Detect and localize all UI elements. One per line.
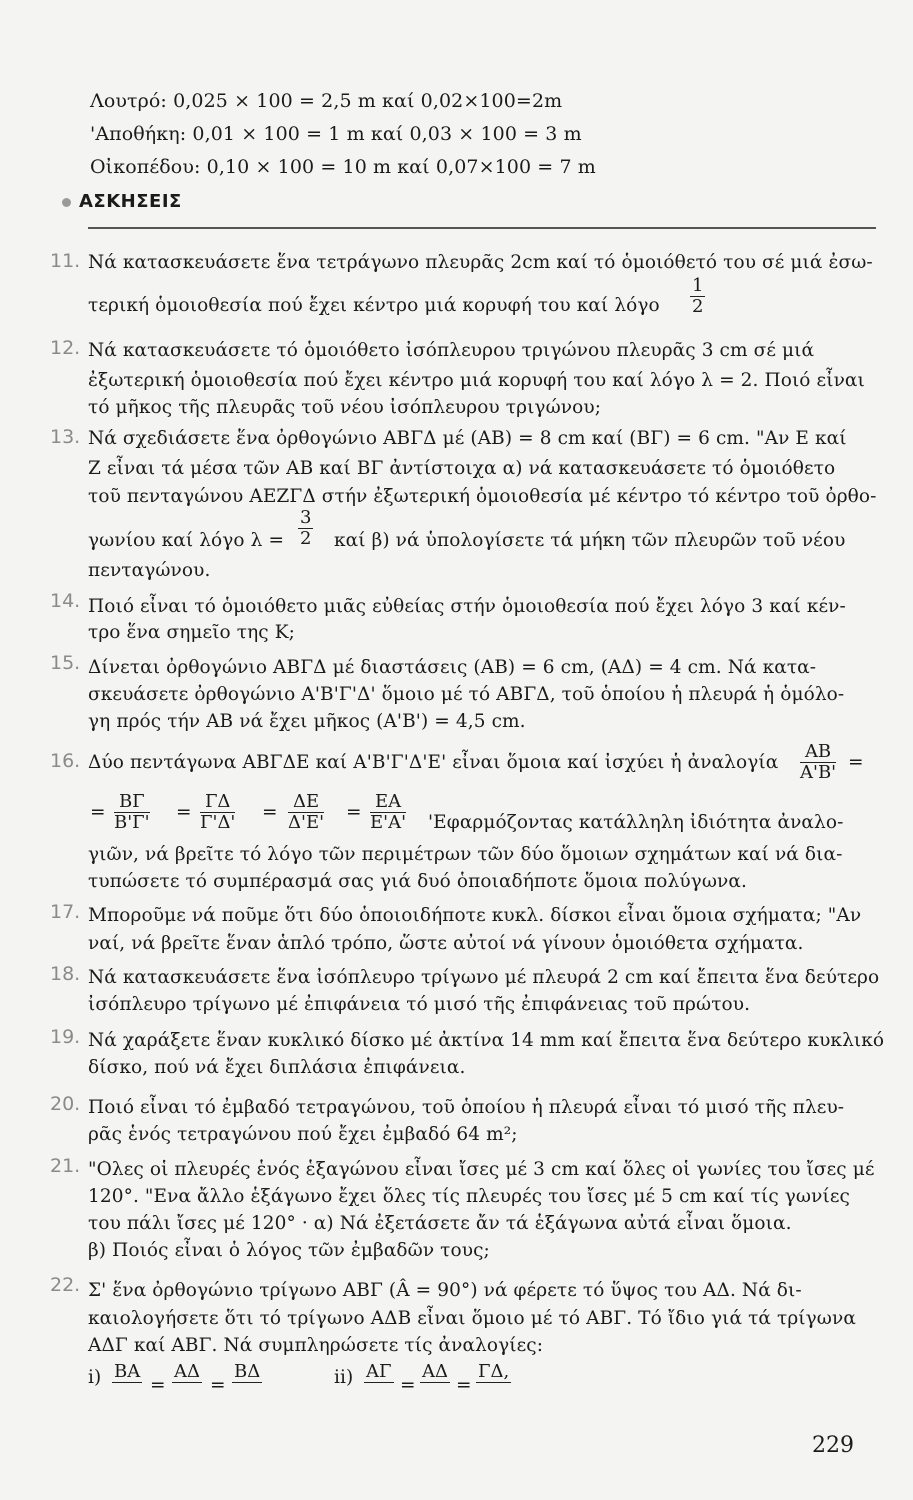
exercise-19-line-2: δίσκο, πού νά ἔχει διπλάσια ἐπιφάνεια. [88,1057,466,1078]
exercise-18-line-2: ἰσόπλευρο τρίγωνο μέ ἐπιφάνεια τό μισό τῆς ἐπιφάνειας τοῦ πρώτου. [88,994,751,1015]
exercise-12-line-1: Νά κατασκευάσετε τό ὁμοιόθετο ἰσόπλευρου τριγώνου πλευρᾶς 3 cm σέ μιά [88,340,815,361]
exercise-number: 17. [50,901,81,923]
exercise-13-line-1: Νά σχεδιάσετε ἕνα ὀρθογώνιο ΑΒΓΔ μέ (ΑΒ) = 8 cm καί (ΒΓ) = 6 cm. "Αν Ε καί [88,428,847,449]
exercise-15-line-2: σκευάσετε ὀρθογώνιο Α'Β'Γ'Δ' ὅμοιο μέ τό ΑΒΓΔ, τοῦ ὁποίου ἡ πλευρά ἡ ὁμόλο- [88,684,845,705]
proportion-ii-term-3: ΓΔ, [478,1361,510,1382]
proportion-i-term-2: ΑΔ [174,1361,200,1382]
exercise-number: 11. [50,250,81,272]
exercise-21-line-1: "Ολες οἱ πλευρές ἑνός ἑξαγώνου εἶναι ἴσες μέ 3 cm καί ὅλες οἱ γωνίες του ἴσες μέ [88,1159,875,1180]
fraction-gd: $\frac{\Gamma\Delta}{\Gamma'\Delta'}$ [200,791,236,833]
exercise-number: 14. [50,590,81,612]
exercise-22-line-3: ΑΔΓ καί ΑΒΓ. Νά συμπληρώσετε τίς ἀναλογίες: [88,1335,544,1356]
exercise-19-line-1: Νά χαράξετε ἕναν κυκλικό δίσκο μέ ἀκτίνα 14 mm καί ἔπειτα ἕνα δεύτερο κυκλικό [88,1030,885,1051]
equals-sign: = [262,802,278,823]
exercise-20-line-2: ρᾶς ἑνός τετραγώνου πού ἔχει ἐμβαδό 64 m²; [88,1124,518,1145]
exercise-13-line-3: τοῦ πενταγώνου ΑΕΖΓΔ στήν ἐξωτερική ὁμοιοθεσία μέ κέντρο τό κέντρο τοῦ ὀρθο- [88,486,877,507]
divider [88,227,876,229]
exercise-17-line-1: Μποροῦμε νά ποῦμε ὅτι δύο ὁποιοιδήποτε κυκλ. δίσκοι εἶναι ὅμοια σχήματα; "Αν [88,905,862,926]
equals-sign: = [176,802,192,823]
bullet-icon [62,198,71,207]
page-number: 229 [812,1433,854,1458]
fraction-1-2: $\frac{1}{2}$ [692,275,704,317]
fraction-3-2: $\frac{3}{2}$ [300,507,312,549]
exercise-16-line-3: γιῶν, νά βρεῖτε τό λόγο τῶν περιμέτρων τῶν δύο ὅμοιων σχημάτων καί νά δια- [88,844,843,865]
exercise-number: 15. [50,652,81,674]
exercise-number: 16. [50,750,81,772]
fraction-ab: $\frac{AB}{A'B'}$ [800,741,837,783]
exercise-13-line-4a: γωνίου καί λόγο λ = [88,530,285,551]
proportion-i-term-3: ΒΔ [234,1361,261,1382]
exercise-12-line-3: τό μῆκος τῆς πλευρᾶς τοῦ νέου ἰσόπλευρου τριγώνου; [88,397,602,418]
exercise-14-line-1: Ποιό εἶναι τό ὁμοιόθετο μιᾶς εὐθείας στήν ὁμοιοθεσία πού ἔχει λόγο 3 καί κέν- [88,596,846,617]
exercise-15-line-3: γη πρός τήν ΑΒ νά ἔχει μῆκος (Α'Β') = 4,5 cm. [88,711,526,732]
fraction-ea: $\frac{EA}{E'A'}$ [370,791,407,833]
fraction-de: $\frac{\Delta E}{\Delta'E'}$ [288,791,325,833]
proportion-ii-label: ii) [334,1367,354,1388]
proportion-i-term-1: ΒΑ [114,1361,141,1382]
exercise-15-line-1: Δίνεται ὀρθογώνιο ΑΒΓΔ μέ διαστάσεις (ΑΒ) = 6 cm, (ΑΔ) = 4 cm. Νά κατα- [88,657,817,678]
equals-sign: = [848,752,864,773]
exercise-20-line-1: Ποιό εἶναι τό ἐμβαδό τετραγώνου, τοῦ ὁποίου ἡ πλευρά εἶναι τό μισό τῆς πλευ- [88,1097,845,1118]
proportion-ii-term-2: ΑΔ [422,1361,448,1382]
fraction-bg: $\frac{B\Gamma}{B'\Gamma'}$ [114,791,150,833]
exercise-13-line-2: Ζ εἶναι τά μέσα τῶν ΑΒ καί ΒΓ ἀντίστοιχα α) νά κατασκευάσετε τό ὁμοιόθετο [88,458,836,479]
exercise-16-line-2b: 'Εφαρμόζοντας κατάλληλη ἰδιότητα ἀναλο- [428,812,844,833]
exercise-13-line-4b: καί β) νά ὑπολογίσετε τά μήκη τῶν πλευρῶν τοῦ νέου [334,530,846,551]
exercise-number: 13. [50,426,81,448]
exercise-21-line-2: 120°. "Ενα ἄλλο ἑξάγωνο ἔχει ὅλες τίς πλευρές του ἴσες μέ 5 cm καί τίς γωνίες [88,1186,850,1207]
exercise-14-line-2: τρο ἕνα σημεῖο της Κ; [88,622,295,643]
exercise-22-line-2: καιολογήσετε ὅτι τό τρίγωνο ΑΔΒ εἶναι ὅμοιο μέ τό ΑΒΓ. Τό ἴδιο γιά τά τρίγωνα [88,1308,856,1329]
intro-line-3: Οἰκοπέδου: 0,10 × 100 = 10 m καί 0,07×100 = 7 m [90,156,596,178]
equals-sign: = [210,1375,226,1396]
section-heading [62,191,182,212]
exercise-16-line-4: τυπώσετε τό συμπέρασμά σας γιά δυό ὁποιαδήποτε ὅμοια πολύγωνα. [88,871,747,892]
equals-sign: = [90,802,106,823]
proportion-i-label: i) [88,1367,102,1388]
exercise-21-line-3: του πάλι ἴσες μέ 120° · α) Νά ἐξετάσετε ἄν τά ἑξάγωνα αὐτά εἶναι ὅμοια. [88,1213,792,1234]
intro-line-2: 'Αποθήκη: 0,01 × 100 = 1 m καί 0,03 × 100 = 3 m [90,123,582,145]
proportion-ii-term-1: ΑΓ [366,1361,392,1382]
exercise-21-line-4: β) Ποιός εἶναι ὁ λόγος τῶν ἐμβαδῶν τους; [88,1240,490,1261]
exercise-number: 19. [50,1026,81,1048]
exercise-12-line-2: ἐξωτερική ὁμοιοθεσία πού ἔχει κέντρο μιά κορυφή του καί λόγο λ = 2. Ποιό εἶναι [88,370,865,391]
equals-sign: = [456,1375,472,1396]
exercise-11-line-1: Νά κατασκευάσετε ἕνα τετράγωνο πλευρᾶς 2cm καί τό ὁμοιόθετό του σέ μιά ἐσω- [88,252,873,273]
exercise-17-line-2: ναί, νά βρεῖτε ἕναν ἁπλό τρόπο, ὥστε αὐτοί νά γίνουν ὁμοιόθετα σχήματα. [88,933,804,954]
exercise-11-line-2: τερική ὁμοιοθεσία πού ἔχει κέντρο μιά κορυφή του καί λόγο [88,295,660,316]
exercise-13-line-5: πενταγώνου. [88,560,211,581]
exercise-16-line-1: Δύο πεντάγωνα ΑΒΓΔΕ καί Α'Β'Γ'Δ'Ε' εἶναι ὅμοια καί ἰσχύει ἡ ἀναλογία [88,752,779,773]
exercise-18-line-1: Νά κατασκευάσετε ἕνα ἰσόπλευρο τρίγωνο μέ πλευρά 2 cm καί ἔπειτα ἕνα δεύτερο [88,967,880,988]
equals-sign: = [346,802,362,823]
exercise-22-line-1: Σ' ἕνα ὀρθογώνιο τρίγωνο ΑΒΓ (Â = 90°) νά φέρετε τό ὕψος του ΑΔ. Νά δι- [88,1280,802,1301]
equals-sign: = [400,1375,416,1396]
exercise-number: 20. [50,1093,81,1115]
exercise-number: 18. [50,963,81,985]
intro-line-1: Λουτρό: 0,025 × 100 = 2,5 m καί 0,02×100=2m [90,90,563,112]
exercise-number: 22. [50,1274,81,1296]
exercise-number: 21. [50,1155,81,1177]
exercise-number: 12. [50,337,81,359]
heading-text: ΑΣΚΗΣΕΙΣ [79,191,182,212]
equals-sign: = [150,1375,166,1396]
